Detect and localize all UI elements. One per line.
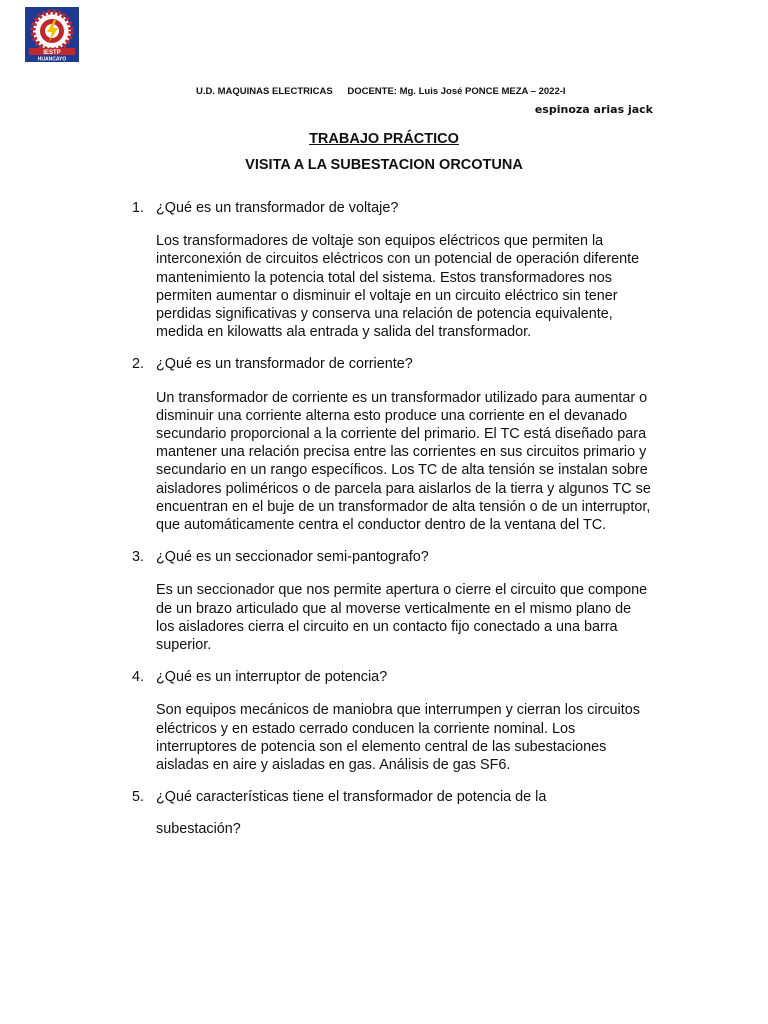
- question-text: [132, 548, 652, 566]
- document-title: TRABAJO PRÁCTICO: [309, 131, 459, 147]
- question-text: [132, 355, 652, 373]
- question-label: ¿Qué es un interruptor de potencia?: [156, 669, 388, 686]
- question-label: ¿Qué es un transformador de voltaje?: [156, 200, 399, 216]
- institution-seal-icon: [25, 7, 79, 62]
- logo-city: HUANCAYO: [37, 56, 67, 62]
- question-number: 4.: [132, 669, 145, 686]
- course-name: U.D. MAQUINAS ELECTRICAS: [196, 86, 333, 97]
- student-name: espinoza arias jack: [534, 103, 653, 116]
- teacher-name: DOCENTE: Mg. Luis José PONCE MEZA – 2022-I: [347, 86, 566, 97]
- institution-logo: [25, 7, 79, 62]
- question-text: [132, 199, 652, 217]
- question-text: [132, 668, 652, 686]
- answer-text: Son equipos mecánicos de maniobra que interrumpen y cierran los circuitos eléctricos y en estado cerrado conducen la corriente nominal. Los interruptores de potencia son el elemento central de las subestaciones aisladas en aire y aisladas en gas. Análisis de gas SF6.: [156, 702, 640, 774]
- questions-list: [132, 199, 652, 839]
- question-text: [132, 788, 652, 806]
- question-item: [132, 668, 652, 774]
- answer-text: Un transformador de corriente es un transformador utilizado para aumentar o disminuir una corriente alterna esto produce una corriente en el devanado secundario proporcional a la corriente del primario. El TC está diseñado para mantener una relación precisa entre las corrientes en sus circuitos primario y secundario en un rango específicos. Los TC de alta tensión se instalan sobre aisladores poliméricos o de parcela para aislarlos de la tierra y algunos TC se encuentran en el buje de un transformador de alta tensión o de un interruptor, que automáticamente centra el conductor dentro de la ventana del TC.: [156, 389, 651, 534]
- question-label: ¿Qué es un transformador de corriente?: [156, 356, 413, 373]
- logo-caption: IESTP: [43, 50, 61, 56]
- question-label: ¿Qué características tiene el transformador de potencia de la: [156, 789, 547, 806]
- question-number: 2.: [132, 356, 145, 373]
- question-number: 1.: [132, 200, 145, 216]
- question-continuation: subestación?: [156, 821, 241, 838]
- answer-text: Los transformadores de voltaje son equipos eléctricos que permiten la interconexión de circuitos eléctricos con un potencial de operación diferente mantenimiento la potencia total del sistema. Estos transformadores nos permiten aumentar o disminuir el voltaje en un circuito eléctrico sin tener perdidas significativas y conserva una relación de potencia equivalente, medida en kilowatts ala entrada y salida del transformador.: [156, 233, 640, 341]
- course-header: [196, 86, 566, 97]
- question-number: 3.: [132, 549, 145, 566]
- question-item: [132, 355, 652, 534]
- question-item: [132, 199, 652, 341]
- question-item: [132, 548, 652, 654]
- question-number: 5.: [132, 789, 145, 806]
- answer-text: Es un seccionador que nos permite apertura o cierre el circuito que compone de un brazo articulado que al moverse verticalmente en el mismo plano de los aisladores cierra el circuito en un contacto fijo conectado a una barra superior.: [156, 582, 648, 654]
- question-label: ¿Qué es un seccionador semi-pantografo?: [156, 549, 429, 566]
- document-subtitle: VISITA A LA SUBESTACION ORCOTUNA: [245, 157, 523, 173]
- question-item: [132, 788, 652, 838]
